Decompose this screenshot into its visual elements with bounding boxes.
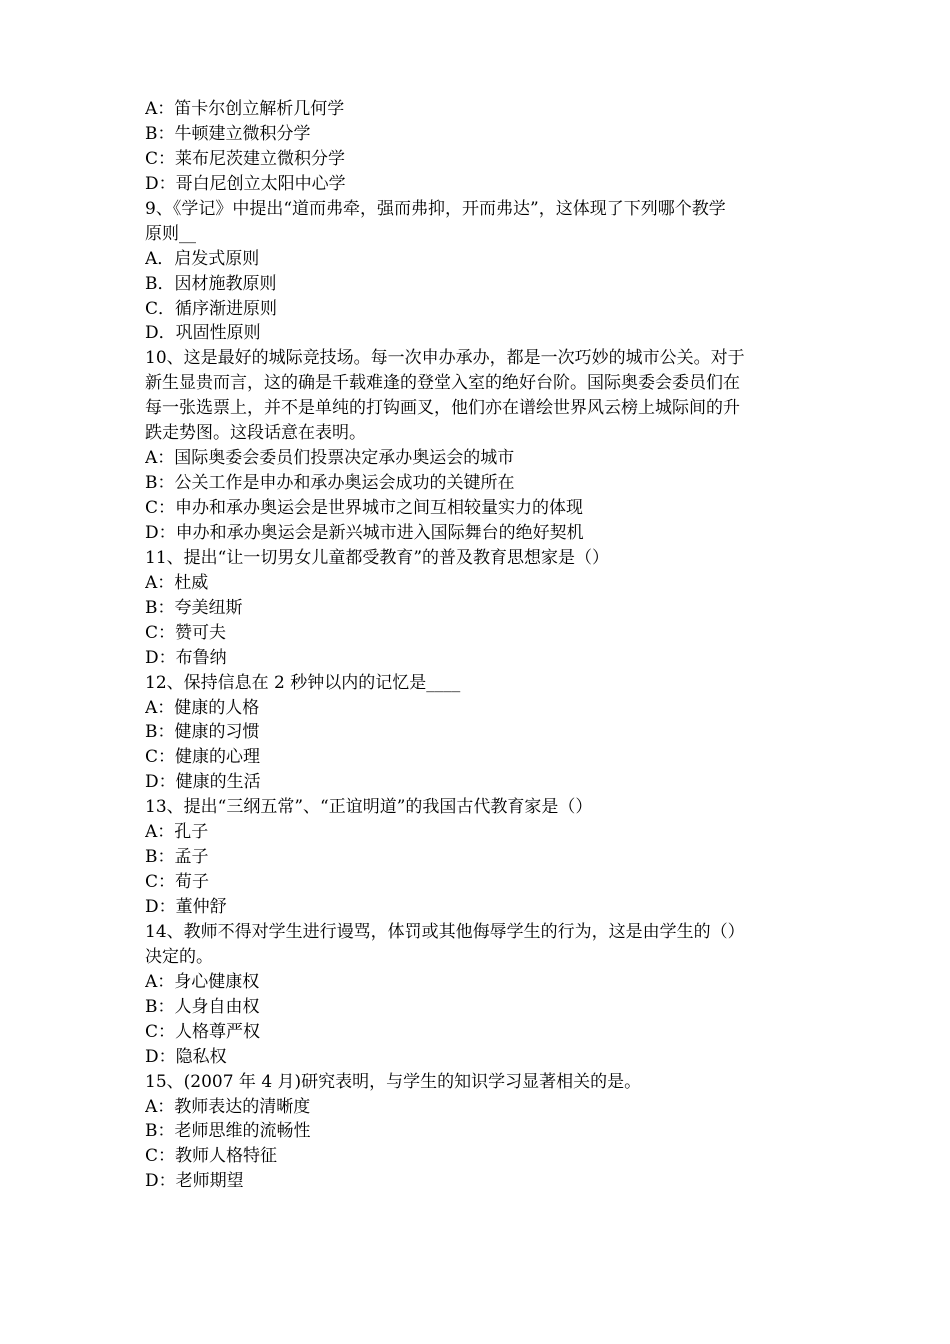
option-line: A：健康的人格 bbox=[145, 697, 260, 718]
option-line: B：健康的习惯 bbox=[145, 722, 260, 743]
option-line: D：布鲁纳 bbox=[145, 647, 227, 668]
option-line: C：荀子 bbox=[145, 872, 210, 893]
option-line: C：健康的心理 bbox=[145, 747, 261, 768]
option-line: C：赞可夫 bbox=[145, 622, 227, 643]
option-line: D：申办和承办奥运会是新兴城市进入国际舞台的绝好契机 bbox=[145, 522, 584, 543]
text-line: B：牛顿建立微积分学 bbox=[145, 123, 311, 144]
option-line: D：老师期望 bbox=[145, 1171, 244, 1192]
option-line: B．因材施教原则 bbox=[145, 273, 277, 294]
text-line: A：笛卡尔创立解析几何学 bbox=[145, 99, 345, 119]
question-14-stem: 14、教师不得对学生进行谩骂，体罚或其他侮辱学生的行为，这是由学生的（） bbox=[145, 921, 745, 942]
option-line: A：孔子 bbox=[145, 822, 209, 843]
option-line: B：孟子 bbox=[145, 847, 209, 868]
option-line: D：健康的生活 bbox=[145, 772, 261, 793]
option-line: D：董仲舒 bbox=[145, 897, 227, 917]
question-text-block bbox=[145, 97, 820, 1194]
question-13-stem: 13、提出“三纲五常”、“正谊明道”的我国古代教育家是（） bbox=[145, 797, 593, 818]
question-10-stem: 每一张选票上，并不是单纯的打钩画叉，他们亦在谱绘世界风云榜上城际间的升 bbox=[145, 398, 740, 419]
text-line: D：哥白尼创立太阳中心学 bbox=[145, 173, 346, 194]
option-line: C：教师人格特征 bbox=[145, 1146, 278, 1167]
option-line: D：隐私权 bbox=[145, 1046, 227, 1067]
option-line: B：公关工作是申办和承办奥运会成功的关键所在 bbox=[145, 473, 515, 494]
option-line: A：杜威 bbox=[145, 572, 209, 593]
option-line: C：人格尊严权 bbox=[145, 1021, 261, 1042]
option-line: C：申办和承办奥运会是世界城市之间互相较量实力的体现 bbox=[145, 498, 584, 518]
question-9-stem: 9、《学记》中提出“道而弗牵，强而弗抑，开而弗达”，这体现了下列哪个教学 bbox=[145, 198, 726, 219]
option-line: D．巩固性原则 bbox=[145, 323, 261, 344]
option-line: A．启发式原则 bbox=[145, 248, 260, 269]
question-10-stem: 10、这是最好的城际竞技场。每一次申办承办，都是一次巧妙的城市公关。对于 bbox=[145, 348, 745, 369]
option-line: B：人身自由权 bbox=[145, 996, 260, 1017]
option-line: A：教师表达的清晰度 bbox=[145, 1096, 311, 1117]
option-line: A：身心健康权 bbox=[145, 971, 260, 992]
question-15-stem: 15、(2007 年 4 月)研究表明，与学生的知识学习显著相关的是。 bbox=[145, 1071, 642, 1092]
question-12-stem: 12、保持信息在 2 秒钟以内的记忆是____ bbox=[145, 672, 461, 693]
option-line: B：老师思维的流畅性 bbox=[145, 1121, 311, 1142]
question-11-stem: 11、提出“让一切男女儿童都受教育”的普及教育思想家是（） bbox=[145, 547, 610, 568]
question-10-stem: 跌走势图。这段话意在表明。 bbox=[145, 423, 366, 444]
option-line: A：国际奥委会委员们投票决定承办奥运会的城市 bbox=[145, 448, 515, 469]
question-10-stem: 新生显贵而言，这的确是千载难逢的登堂入室的绝好台阶。国际奥委会委员们在 bbox=[145, 373, 740, 394]
question-14-stem: 决定的。 bbox=[145, 946, 213, 967]
option-line: B：夸美纽斯 bbox=[145, 597, 243, 618]
question-9-stem: 原则__ bbox=[145, 223, 196, 244]
option-line: C．循序渐进原则 bbox=[145, 298, 278, 319]
text-line: C：莱布尼茨建立微积分学 bbox=[145, 148, 346, 169]
